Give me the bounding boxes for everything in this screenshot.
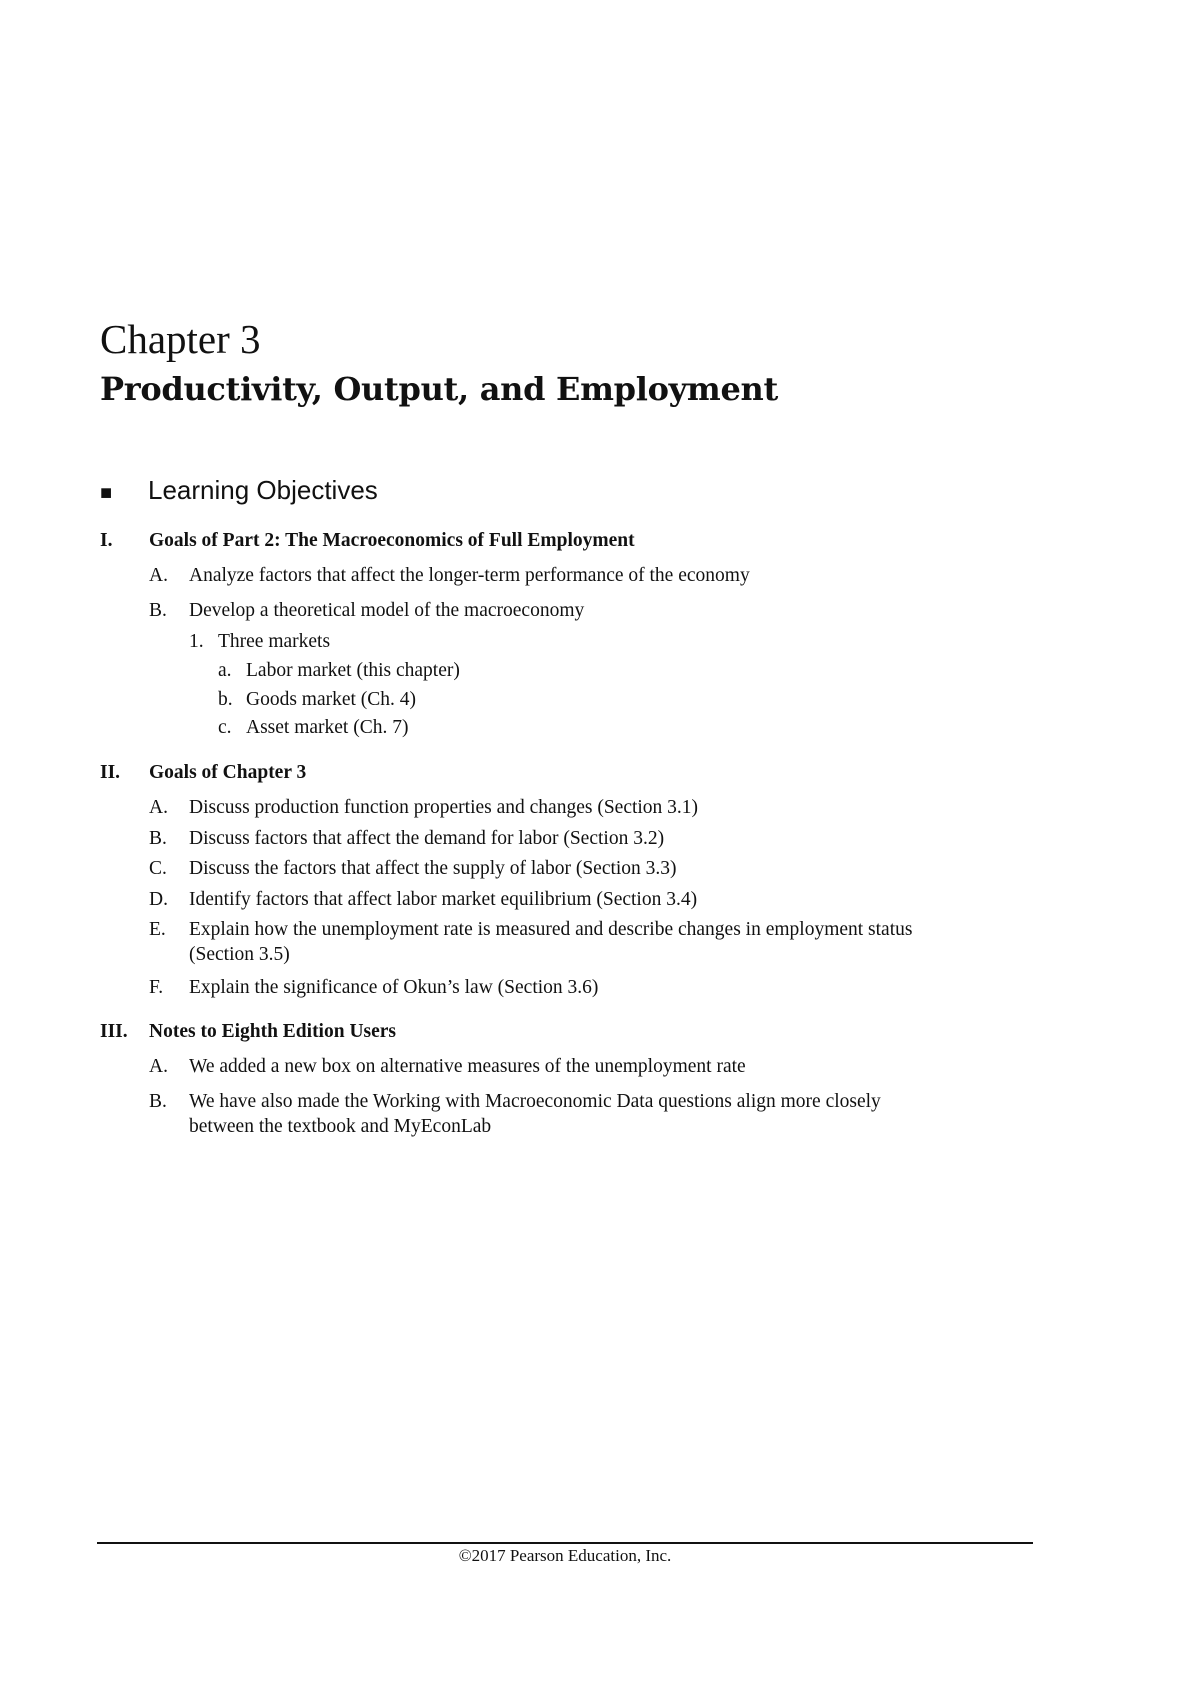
outline-marker: a. <box>218 660 232 681</box>
outline-marker: B. <box>149 1091 167 1112</box>
outline-marker: c. <box>218 717 232 738</box>
outline-marker: B. <box>149 600 167 621</box>
outline-item: We have also made the Working with Macroeconomic Data questions align more closely <box>189 1091 881 1112</box>
outline-heading: Notes to Eighth Edition Users <box>149 1021 397 1042</box>
section-heading <box>100 475 378 508</box>
outline-marker: E. <box>149 919 166 940</box>
outline-marker: B. <box>149 828 167 849</box>
outline-marker: 1. <box>189 631 204 652</box>
section-heading-text: Learning Objectives <box>148 475 378 505</box>
outline-item: Asset market (Ch. 7) <box>246 717 409 738</box>
outline-marker: D. <box>149 889 168 910</box>
square-bullet-icon: ■ <box>100 482 113 504</box>
outline-marker: II. <box>100 762 121 783</box>
outline-item: Goods market (Ch. 4) <box>246 689 417 710</box>
outline-marker: A. <box>149 797 168 818</box>
chapter-number: Chapter 3 <box>100 316 261 362</box>
outline-item: Explain how the unemployment rate is measured and describe changes in employment status <box>189 919 913 940</box>
footer-copyright: ©2017 Pearson Education, Inc. <box>458 1546 672 1565</box>
outline-item: Explain the significance of Okun’s law (Section 3.6) <box>189 977 599 998</box>
outline-marker: I. <box>100 530 113 551</box>
outline-marker: A. <box>149 565 168 586</box>
outline-heading: Goals of Chapter 3 <box>149 762 307 783</box>
outline-item: Discuss production function properties and changes (Section 3.1) <box>189 797 699 818</box>
outline-marker: b. <box>218 689 233 710</box>
outline-item: We added a new box on alternative measures of the unemployment rate <box>189 1056 746 1077</box>
outline-item: Identify factors that affect labor market equilibrium (Section 3.4) <box>189 889 698 910</box>
outline-item-continuation: (Section 3.5) <box>189 944 290 965</box>
outline-item: Discuss factors that affect the demand for labor (Section 3.2) <box>189 828 665 849</box>
outline-marker: III. <box>100 1021 128 1042</box>
outline-heading: Goals of Part 2: The Macroeconomics of Full Employment <box>149 530 635 551</box>
chapter-title: Productivity, Output, and Employment <box>100 370 778 408</box>
outline-item: Labor market (this chapter) <box>246 660 460 681</box>
outline-item: Analyze factors that affect the longer-term performance of the economy <box>189 565 750 586</box>
outline-item-continuation: between the textbook and MyEconLab <box>189 1116 492 1137</box>
outline-item: Discuss the factors that affect the supply of labor (Section 3.3) <box>189 858 677 879</box>
outline-marker: A. <box>149 1056 168 1077</box>
outline-item: Three markets <box>218 631 331 652</box>
outline-marker: F. <box>149 977 164 998</box>
footer-divider <box>97 1542 1033 1544</box>
outline-marker: C. <box>149 858 167 879</box>
outline-item: Develop a theoretical model of the macroeconomy <box>189 600 585 621</box>
